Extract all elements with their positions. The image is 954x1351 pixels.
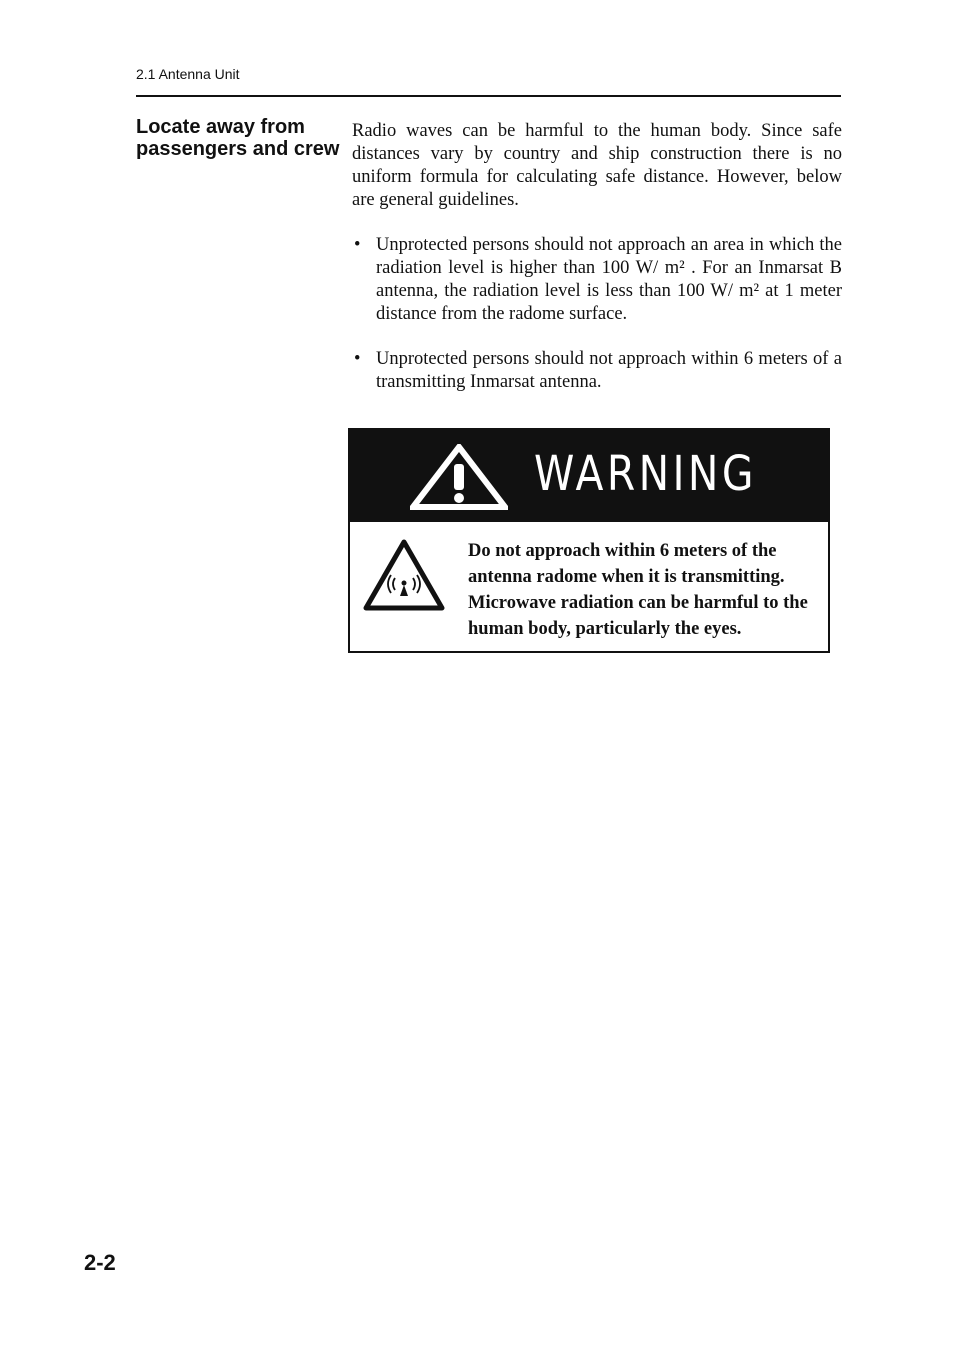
warning-message: Do not approach within 6 meters of the antenna radome when it is transmitting. Microwave radiation can be harmful to the human body, particularly the eyes. bbox=[468, 541, 808, 639]
warning-triangle-icon bbox=[410, 444, 508, 510]
header-rule bbox=[136, 95, 841, 97]
bullet-item bbox=[352, 234, 842, 326]
warning-box bbox=[348, 428, 830, 653]
intro-paragraph: Radio waves can be harmful to the human body. Since safe distances vary by country and ship construction there is no uniform formula for calculating safe distance. However, below are general guidelines. bbox=[352, 121, 842, 210]
bullet-marker: • bbox=[354, 235, 361, 255]
page-number: 2-2 bbox=[84, 1250, 116, 1275]
running-header: 2.1 Antenna Unit bbox=[136, 66, 240, 82]
warning-banner bbox=[350, 430, 828, 522]
body-text-column bbox=[352, 120, 842, 416]
warning-title: WARNING bbox=[534, 446, 757, 502]
bullet-item bbox=[352, 348, 842, 394]
side-heading: Locate away from passengers and crew bbox=[136, 116, 340, 160]
bullet-marker: • bbox=[354, 349, 361, 369]
bullet-text: Unprotected persons should not approach an area in which the radiation level is higher than 100 W/ m² . For an Inmarsat B antenna, the radiation level is less than 100 W/ m² at 1 meter distance from the radome surface. bbox=[376, 235, 842, 324]
bullet-text: Unprotected persons should not approach within 6 meters of a transmitting Inmarsat antenna. bbox=[376, 349, 842, 392]
radiation-warning-icon bbox=[362, 538, 446, 612]
